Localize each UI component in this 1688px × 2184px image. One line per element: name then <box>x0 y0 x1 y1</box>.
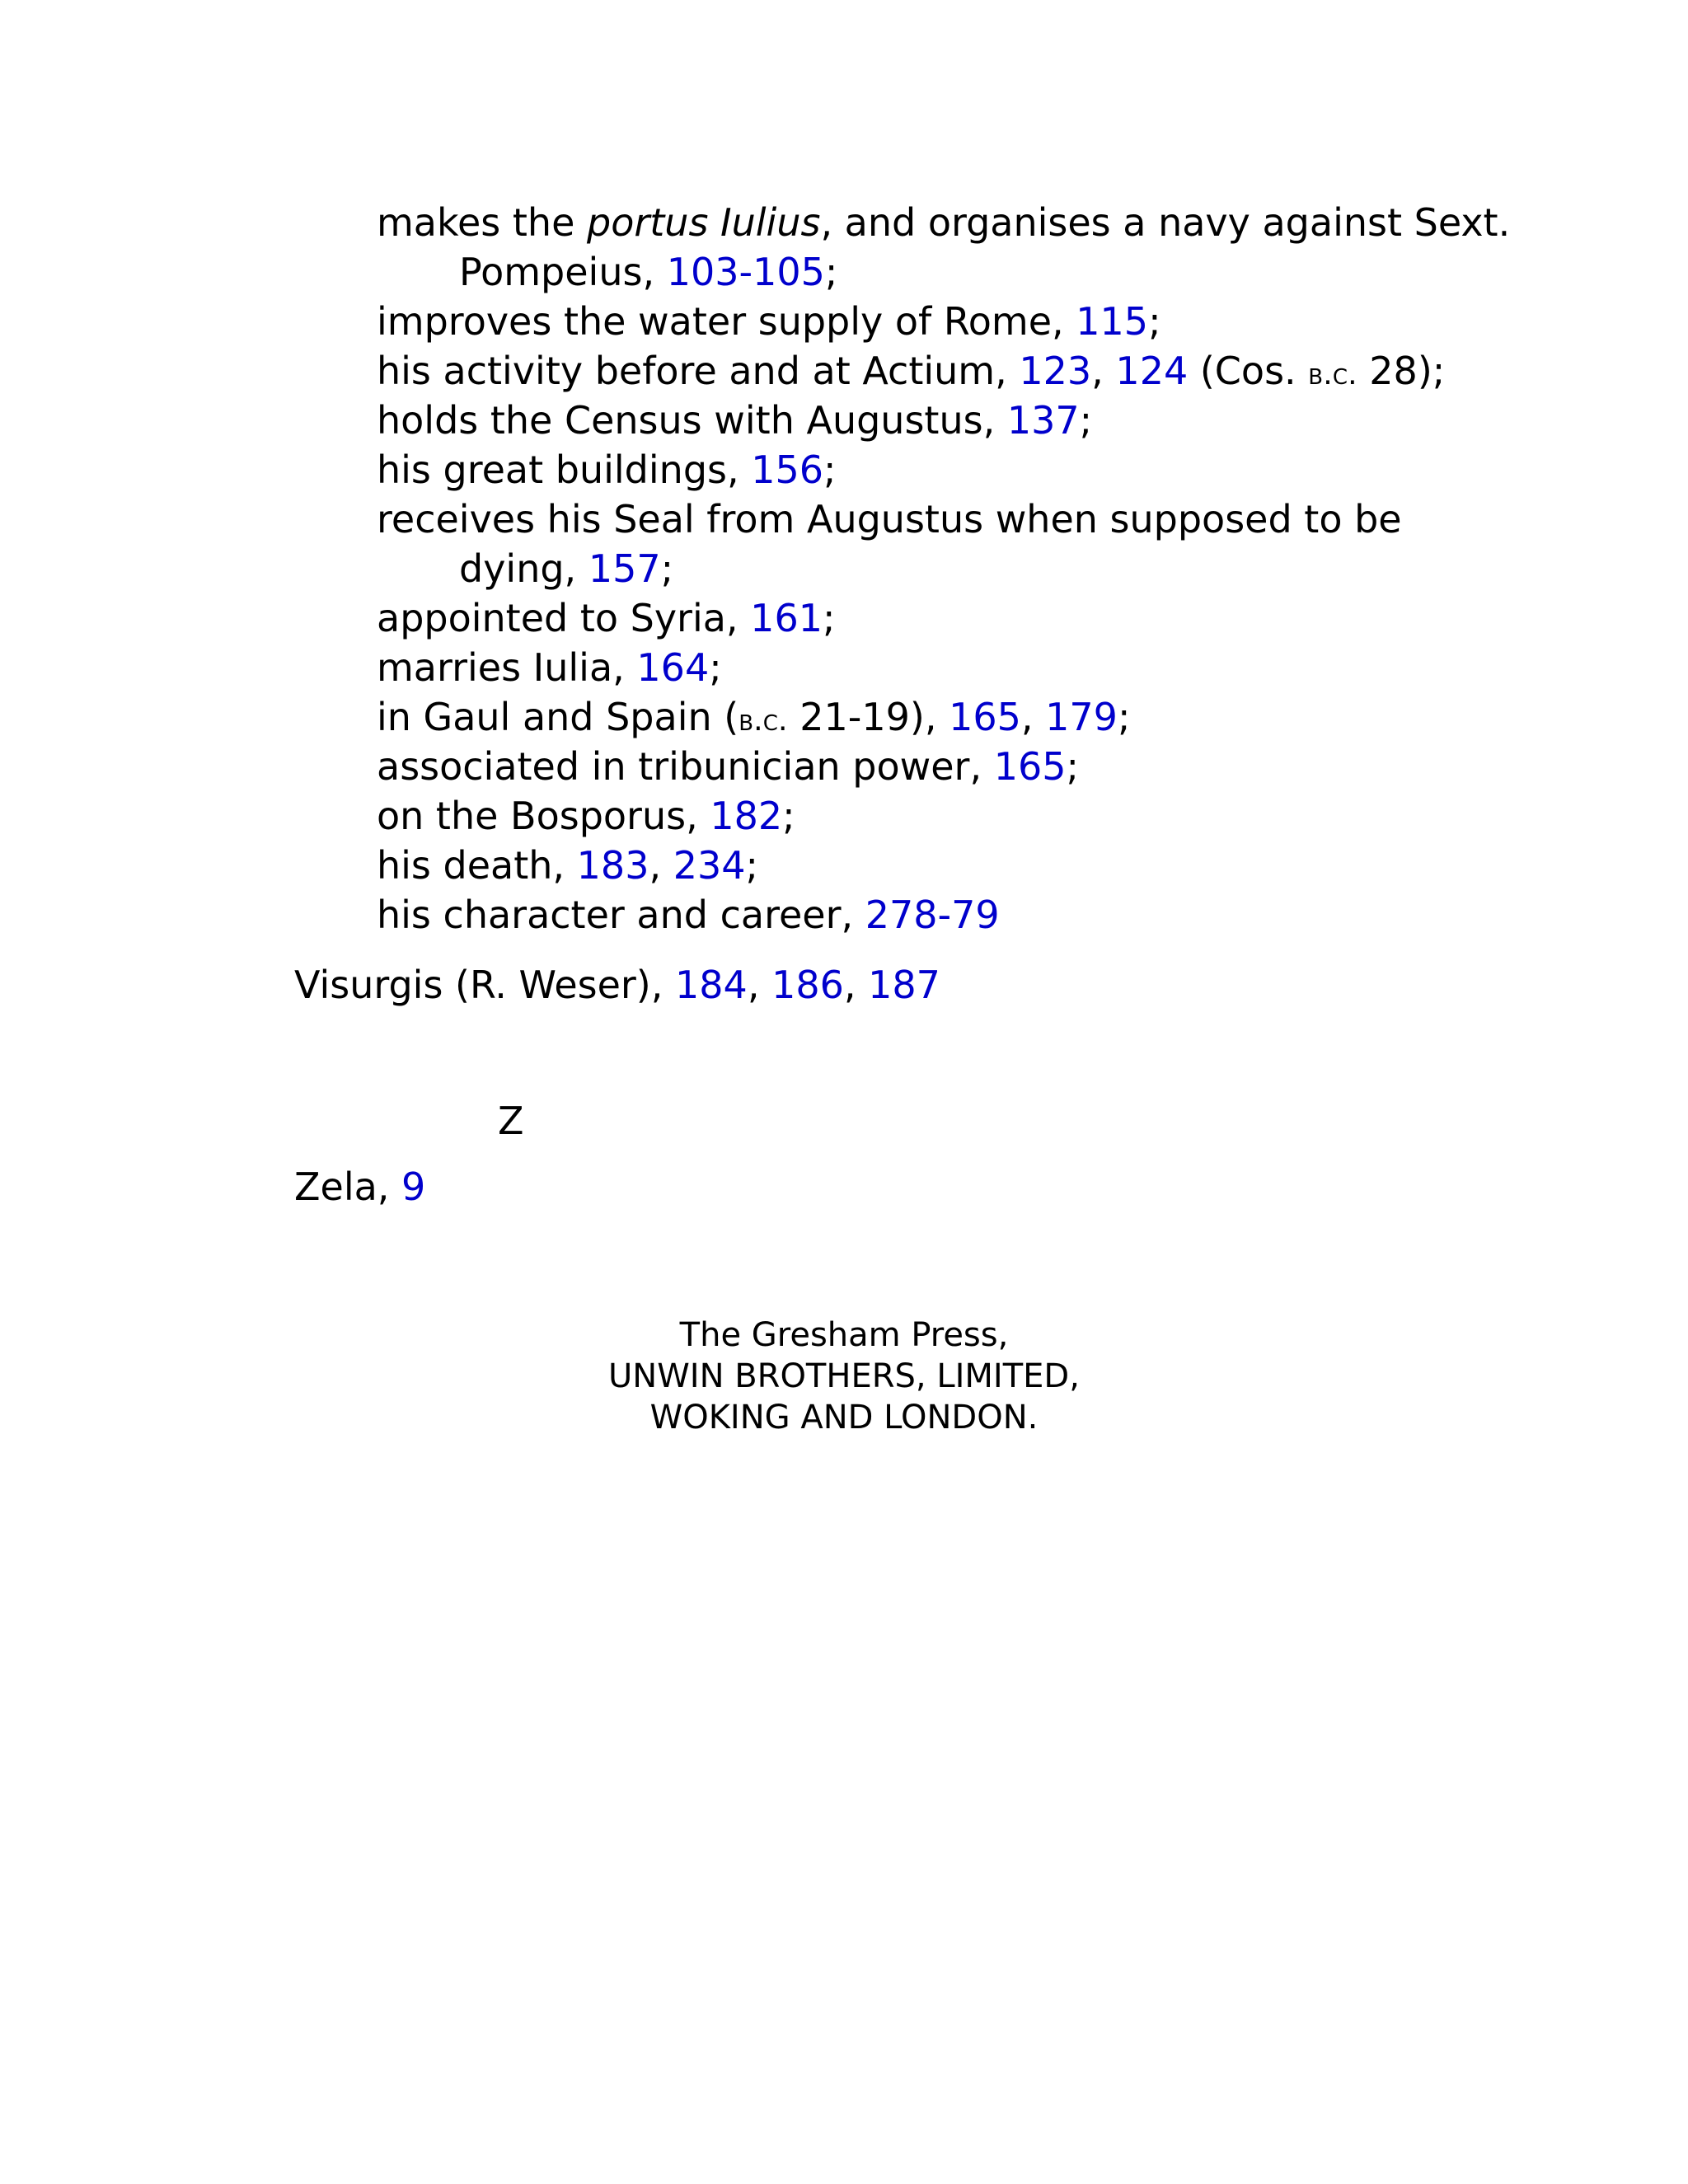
page-link[interactable]: 157 <box>588 546 661 591</box>
colophon-line: The Gresham Press, <box>679 1316 1009 1354</box>
entry-punctuation: ; <box>822 596 836 640</box>
page-link[interactable]: 156 <box>751 448 824 492</box>
page-link[interactable]: 137 <box>1006 398 1080 443</box>
page-link[interactable]: 103-105 <box>666 250 825 294</box>
entry-punctuation: ; <box>1117 695 1131 739</box>
era-abbreviation: b.c. <box>1308 356 1357 391</box>
entry-text: associated in tribunician power, <box>377 744 994 789</box>
page-link[interactable]: 115 <box>1076 299 1149 344</box>
entry-italic-text: portus Iulius <box>587 200 821 245</box>
index-subentry <box>377 791 795 841</box>
index-subentry <box>377 742 1079 791</box>
index-subentry-continuation <box>459 247 837 297</box>
index-subentry <box>377 494 1402 544</box>
index-subentry <box>377 297 1161 346</box>
index-subentry <box>377 692 1130 745</box>
entry-text: 28); <box>1357 349 1446 393</box>
entry-punctuation: ; <box>1066 744 1080 789</box>
entry-text: makes the <box>377 200 587 245</box>
colophon-line: UNWIN BROTHERS, LIMITED, <box>608 1357 1080 1395</box>
entry-text: marries Iulia, <box>377 645 637 690</box>
page-link[interactable]: 123 <box>1019 349 1092 393</box>
index-subentry <box>377 841 758 890</box>
entry-text: his death, <box>377 843 577 888</box>
entry-separator: , <box>1020 695 1046 739</box>
entry-text: (Cos. <box>1188 349 1309 393</box>
entry-text: receives his Seal from Augustus when supposed to be <box>377 497 1402 541</box>
entry-text: holds the Census with Augustus, <box>377 398 1007 443</box>
entry-punctuation: ; <box>709 645 722 690</box>
page-link[interactable]: 187 <box>868 963 940 1007</box>
section-letter-heading: Z <box>498 1099 524 1143</box>
page-link[interactable]: 165 <box>993 744 1067 789</box>
page-link[interactable]: 183 <box>576 843 649 888</box>
entry-punctuation: ; <box>1148 299 1161 344</box>
entry-text: in Gaul and Spain ( <box>377 695 739 739</box>
index-entry-zela <box>294 1162 425 1212</box>
page-link[interactable]: 278-79 <box>865 893 1000 937</box>
page-link[interactable]: 161 <box>750 596 823 640</box>
era-abbreviation: b.c. <box>738 702 788 738</box>
index-subentry <box>377 396 1092 445</box>
entry-text: his character and career, <box>377 893 865 937</box>
entry-separator: , <box>649 843 673 888</box>
index-subentry <box>377 890 1000 940</box>
entry-text: Pompeius, <box>459 250 667 294</box>
entry-text: his activity before and at Actium, <box>377 349 1020 393</box>
page-link[interactable]: 186 <box>771 963 844 1007</box>
entry-text: dying, <box>459 546 588 591</box>
page-link[interactable]: 165 <box>949 695 1021 739</box>
index-subentry <box>377 445 837 494</box>
entry-text: Visurgis (R. Weser), <box>294 963 675 1007</box>
entry-text: 21-19), <box>787 695 950 739</box>
entry-punctuation: ; <box>782 794 795 838</box>
index-subentry-continuation <box>459 544 673 593</box>
entry-punctuation: ; <box>660 546 674 591</box>
entry-text: improves the water supply of Rome, <box>377 299 1076 344</box>
entry-punctuation: ; <box>823 448 837 492</box>
page-link[interactable]: 164 <box>636 645 710 690</box>
index-subentry <box>377 643 722 692</box>
entry-separator: , <box>843 963 869 1007</box>
index-subentry <box>377 198 1510 247</box>
page-link[interactable]: 182 <box>710 794 783 838</box>
entry-separator: , <box>1091 349 1116 393</box>
entry-separator: , <box>747 963 772 1007</box>
entry-text: on the Bosporus, <box>377 794 710 838</box>
page-link[interactable]: 184 <box>675 963 748 1007</box>
page-link[interactable]: 9 <box>401 1165 426 1209</box>
entry-punctuation: ; <box>1079 398 1093 443</box>
page-link[interactable]: 179 <box>1045 695 1118 739</box>
colophon-line: WOKING AND LONDON. <box>649 1399 1039 1436</box>
entry-text: , and organises a navy against Sext. <box>820 200 1511 245</box>
index-entry-visurgis <box>294 960 940 1010</box>
entry-text: his great buildings, <box>377 448 752 492</box>
entry-text: Zela, <box>294 1165 402 1209</box>
entry-punctuation: ; <box>824 250 838 294</box>
entry-text: appointed to Syria, <box>377 596 751 640</box>
entry-punctuation: ; <box>745 843 759 888</box>
page-link[interactable]: 234 <box>673 843 746 888</box>
index-subentry <box>377 346 1445 399</box>
index-subentry <box>377 593 835 643</box>
page-link[interactable]: 124 <box>1115 349 1189 393</box>
